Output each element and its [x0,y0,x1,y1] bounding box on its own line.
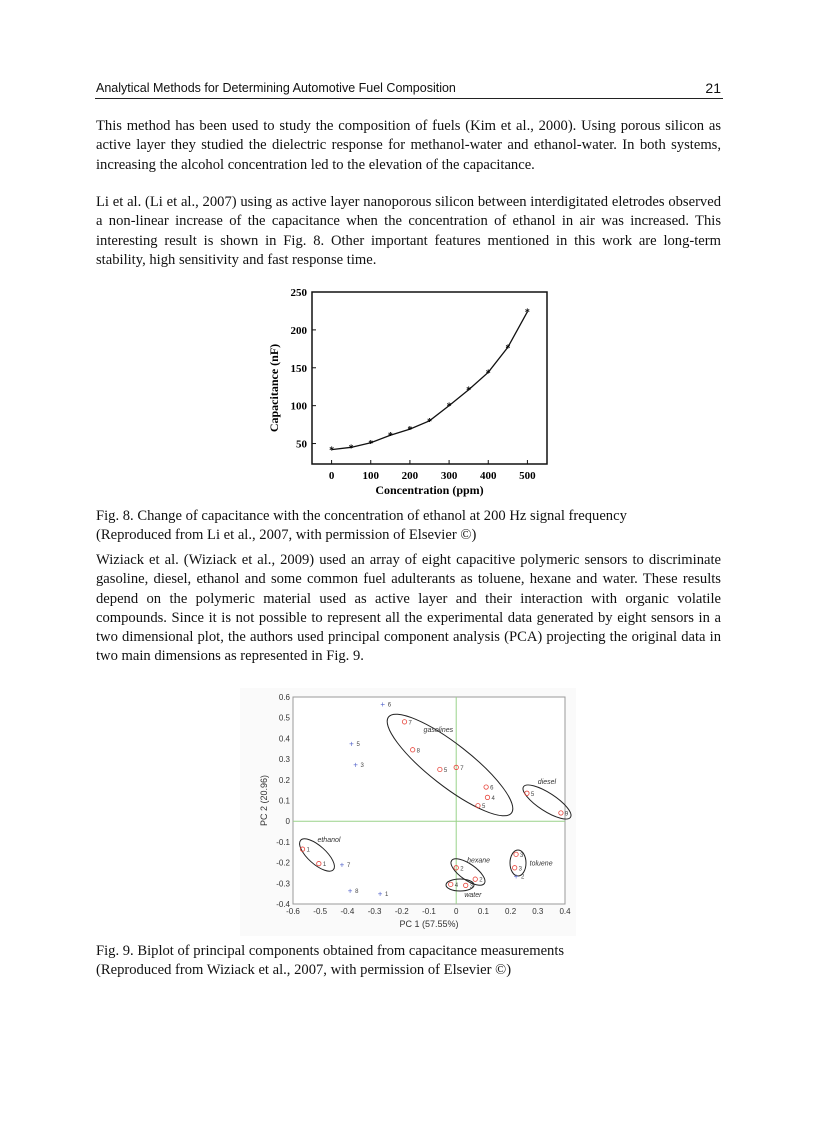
data-point-star: * [368,438,374,450]
loading-marker: + [513,872,519,882]
x-tick-label: 0.3 [532,907,544,916]
loading-marker: + [347,886,353,896]
y-tick-label: -0.3 [276,879,290,889]
y-tick-label: -0.1 [276,837,290,847]
loading-label: 6 [387,702,392,709]
paragraph-2: Li et al. (Li et al., 2007) using as active layer nanoporous silicon between interdigitated eletrodes observed a non-linear increase of the capacitance when the concentration of ethanol in air was increased. This interesting result is shown in Fig. 8. Other important features mentioned in this work are long-term stability, high sensitivity and fast response time. [96,194,721,268]
sample-label: 5 [481,804,486,811]
loading-marker: + [349,739,354,749]
sample-label: 8 [416,748,421,755]
y-tick-label: 0.5 [278,713,290,723]
group-label: gasolines [423,727,454,735]
y-tick-label: -0.2 [276,858,290,868]
loading-label: 8 [355,889,359,896]
data-point-star: * [407,425,413,437]
y-tick-label: 0.4 [278,734,290,744]
sample-label: 6 [490,785,494,792]
sample-label: 3 [469,883,474,890]
group-label: hexane [467,857,491,865]
fig9-caption-line2: (Reproduced from Wiziack et al., 2007, with permission of Elsevier ©) [96,962,512,978]
data-point-star: * [466,385,472,397]
x-tick-label: -0.6 [286,907,300,916]
plot-frame [312,292,547,464]
data-point-star: * [348,443,354,455]
data-point-star: * [387,431,393,443]
loading-label: 2 [521,874,525,881]
data-point-star: * [485,368,491,380]
x-tick-label: -0.1 [422,907,436,916]
y-tick-label: 150 [290,362,307,375]
figure-9-pca-biplot [0,680,816,940]
figure-8-line-chart [0,0,816,520]
loading-label: 1 [385,892,389,899]
x-tick-label: 0 [328,470,335,482]
loading-marker: + [377,889,383,899]
y-tick-label: 100 [290,400,307,413]
x-tick-label: -0.4 [340,907,355,916]
sample-label: 4 [454,882,459,889]
x-tick-label: -0.2 [394,907,409,916]
group-label: ethanol [317,836,341,844]
fig9-caption-line1: Fig. 9. Biplot of principal components obtained from capacitance measurements [96,943,565,959]
x-tick-label: 0.1 [477,907,489,916]
data-point-star: * [524,307,530,319]
loading-marker: + [380,700,386,710]
fig8-caption-line2: (Reproduced from Li et al., 2007, with permission of Elsevier ©) [96,527,477,543]
y-tick-label: 0.3 [278,755,290,765]
sample-label: 1 [322,862,327,869]
series-line [332,312,528,450]
y-tick-label: 200 [290,324,307,337]
sample-label: 9 [564,811,569,818]
y-tick-label: 0.2 [278,775,290,785]
x-tick-label: 0 [453,907,459,916]
sample-label: 2 [479,877,483,884]
data-point-star: * [505,343,511,355]
paragraph-3: Wiziack et al. (Wiziack et al., 2009) used an array of eight capacitive polymeric sensors to discriminate gasoline, diesel, ethanol and some common fuel adulterants as toluene, hexane and water. These results depend on the polymeric material used as active layer and their interaction with organic volatile compounds. Since it is not possible to represent all the experimental data generated by eight sensors in a two dimensional plot, the authors used principal component analysis (PCA) projecting the original data in two main dimensions as represented in Fig. 9. [96,552,721,665]
x-tick-label: -0.5 [313,907,328,916]
y-tick-label: 250 [290,287,307,299]
data-point-star: * [329,445,335,457]
loading-label: 7 [346,863,351,870]
x-tick-label: 500 [519,470,536,482]
y-tick-label: 0.6 [278,693,290,702]
x-tick-label: 0.4 [559,907,571,916]
loading-marker: + [339,860,345,870]
x-tick-label: -0.3 [367,907,382,916]
sample-label: 1 [306,847,310,854]
data-point-star: * [427,416,432,428]
sample-label: 5 [443,767,448,774]
paragraph-1: This method has been used to study the composition of fuels (Kim et al., 2000). Using porous silicon as active layer they studied the dielectric response for methanol-water and ethanol-water. In both systems, increasing the alcohol concentration led to the elevation of the capacitance. [96,118,721,173]
sample-label: 4 [491,795,495,802]
page-number: 21 [705,80,721,96]
y-axis-label: Capacitance (nF) [267,343,281,433]
sample-label: 3 [520,852,524,859]
sample-label: 2 [460,866,464,873]
loading-label: 3 [360,762,364,769]
y-tick-label: 0.1 [278,796,290,806]
y-tick-label: 50 [296,438,307,451]
x-tick-label: 200 [401,470,419,482]
x-axis-label: Concentration (ppm) [375,483,484,497]
x-axis-label: PC 1 (57.55%) [399,919,459,929]
sample-label: 5 [530,791,535,798]
loading-label: 5 [356,742,360,749]
running-title: Analytical Methods for Determining Automotive Fuel Composition [96,81,456,95]
y-tick-label: 0 [285,817,290,827]
group-label: toluene [529,860,553,868]
sample-label: 7 [460,765,464,772]
fig8-caption-line1: Fig. 8. Change of capacitance with the concentration of ethanol at 200 Hz signal frequency [96,508,627,524]
sample-label: 7 [408,720,412,727]
y-axis-label: PC 2 (20.96) [259,774,269,827]
x-tick-label: 300 [440,470,458,482]
x-tick-label: 0.2 [505,907,517,916]
sample-label: 3 [518,866,523,873]
x-tick-label: 400 [480,470,497,482]
x-tick-label: 100 [362,470,379,482]
loading-marker: + [353,760,358,770]
group-label: water [464,891,482,899]
data-point-star: * [446,401,452,413]
group-label: diesel [537,778,557,786]
y-tick-label: -0.4 [276,900,290,909]
